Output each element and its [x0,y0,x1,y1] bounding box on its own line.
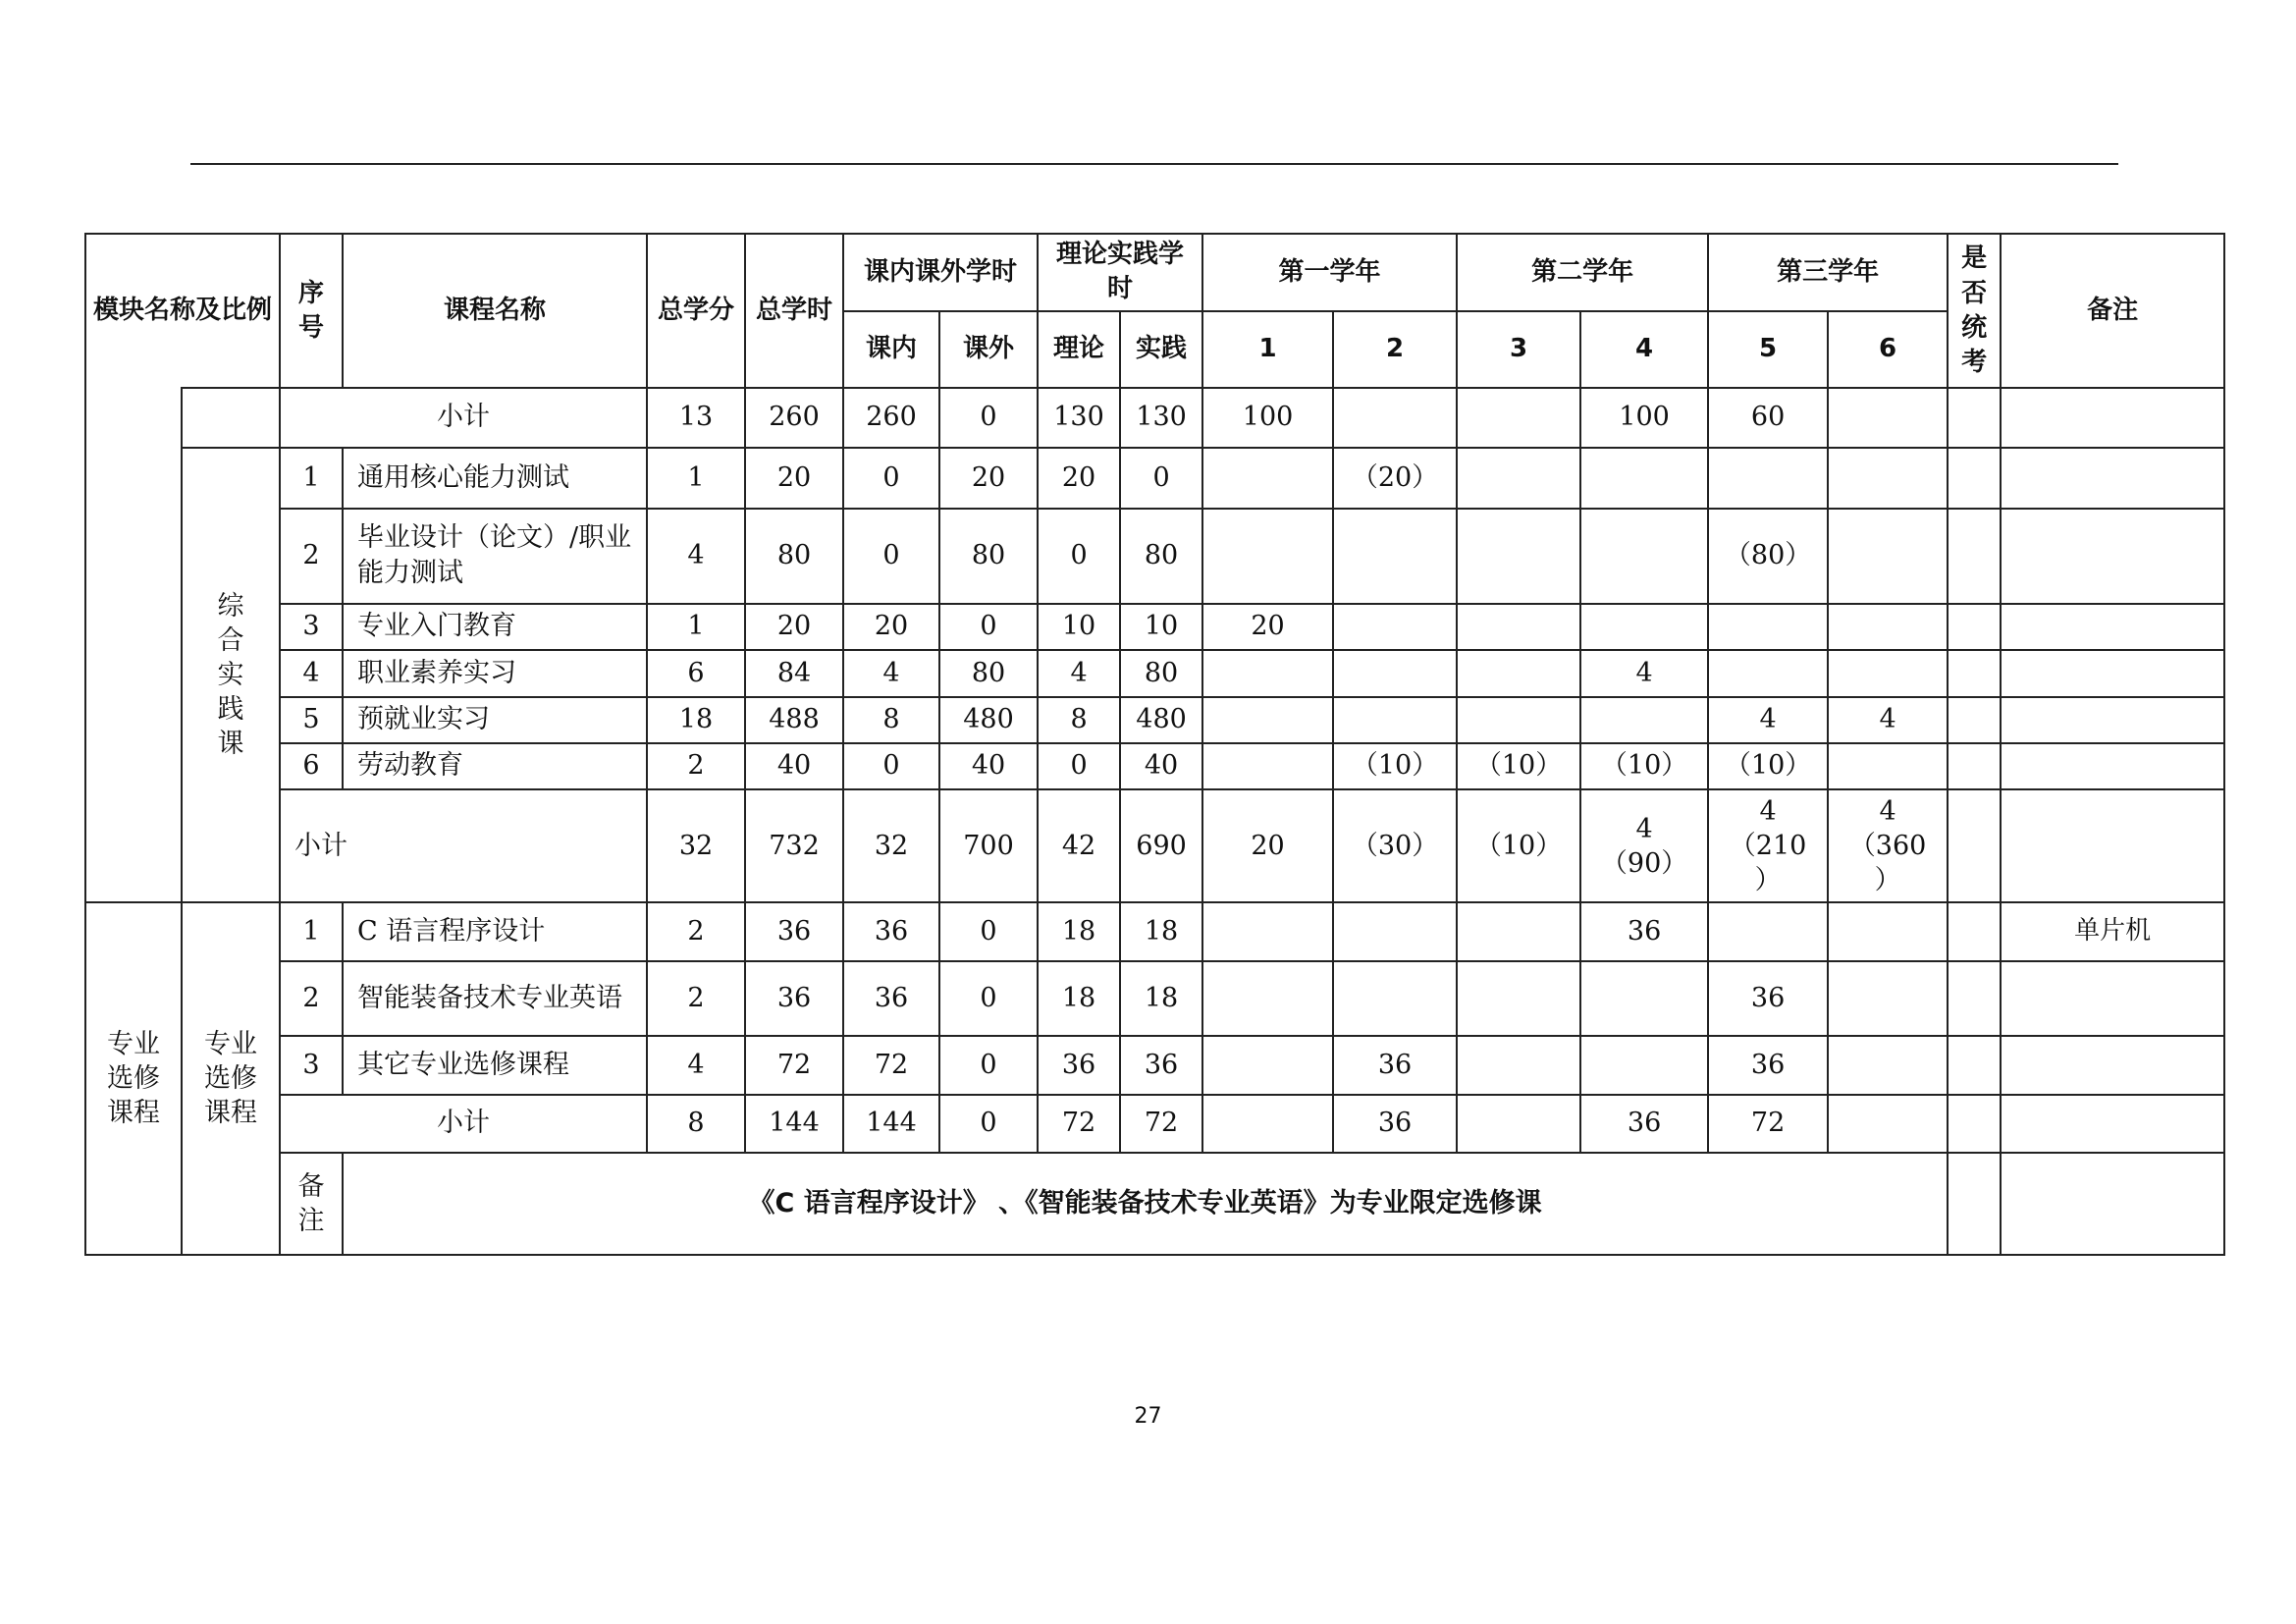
cell-course-name: 劳动教育 [343,743,647,789]
cell-out: 700 [939,789,1038,902]
cell-sem2 [1333,697,1457,743]
cell-sem6 [1828,902,1948,960]
header-year1: 第一学年 [1202,234,1457,311]
cell-credits: 2 [647,902,745,960]
submodule-elective: 专业选修课程 [182,902,280,1255]
cell-sem6 [1828,1036,1948,1094]
cell-in: 36 [843,961,939,1037]
cell-exam [1948,961,2001,1037]
cell-credits: 1 [647,448,745,509]
cell-remark [2001,961,2224,1037]
cell-sem6 [1828,1095,1948,1153]
cell-seq: 1 [280,902,343,960]
header-sem6: 6 [1828,311,1948,389]
cell-exam [1948,1095,2001,1153]
cell-sem5: 4 [1708,697,1828,743]
cell-seq: 5 [280,697,343,743]
cell-exam [1948,604,2001,650]
cell-seq: 3 [280,1036,343,1094]
cell-sem3 [1457,1036,1580,1094]
practice-subtotal-row [85,789,2224,902]
cell-sem6: 4 [1828,697,1948,743]
cell-exam [1948,388,2001,447]
cell-sem4 [1580,604,1708,650]
cell-sem6 [1828,448,1948,509]
cell-practice: 480 [1120,697,1202,743]
cell-sem1 [1202,509,1333,604]
cell-remark [2001,650,2224,696]
cell-hours: 732 [745,789,843,902]
cell-course-name: 毕业设计（论文）/职业能力测试 [343,509,647,604]
cell-sem3 [1457,961,1580,1037]
cell-sem6 [1828,961,1948,1037]
cell-in: 0 [843,509,939,604]
cell-out: 80 [939,650,1038,696]
table-row [85,902,2224,960]
cell-in: 260 [843,388,939,447]
header-remark: 备注 [2001,234,2224,388]
cell-theory: 8 [1038,697,1120,743]
cell-remark [2001,697,2224,743]
cell-sem4: 100 [1580,388,1708,447]
cell-sem3 [1457,388,1580,447]
header-seq: 序号 [280,234,343,388]
header-course: 课程名称 [343,234,647,388]
cell-hours: 260 [745,388,843,447]
prev-subtotal-row [85,388,2224,447]
cell-credits: 2 [647,743,745,789]
cell-out: 20 [939,448,1038,509]
cell-sem2 [1333,509,1457,604]
cell-course-name: 通用核心能力测试 [343,448,647,509]
cell-sem2: （30） [1333,789,1457,902]
cell-course-name: 职业素养实习 [343,650,647,696]
cell-sem1 [1202,697,1333,743]
module-cell-practice [85,388,182,902]
cell-sem4: 36 [1580,1095,1708,1153]
cell-sem2 [1333,388,1457,447]
cell-sem4 [1580,961,1708,1037]
header-theory: 理论 [1038,311,1120,389]
cell-hours: 488 [745,697,843,743]
cell-sem5: （80） [1708,509,1828,604]
cell-in: 144 [843,1095,939,1153]
cell-sem4: 4 [1580,650,1708,696]
cell-practice: 72 [1120,1095,1202,1153]
cell-practice: 80 [1120,650,1202,696]
cell-remark [2001,1036,2224,1094]
cell-practice: 130 [1120,388,1202,447]
cell-sem3: （10） [1457,743,1580,789]
elective-note-row [85,1153,2224,1255]
cell-seq: 2 [280,961,343,1037]
table-row [85,448,2224,509]
cell-sem2: （10） [1333,743,1457,789]
cell-seq: 2 [280,509,343,604]
cell-remark [2001,1095,2224,1153]
cell-in: 4 [843,650,939,696]
page-number: 27 [1134,1404,1162,1429]
cell-practice: 10 [1120,604,1202,650]
cell-remark [2001,1153,2224,1255]
cell-sem1 [1202,902,1333,960]
table-row [85,509,2224,604]
cell-sem2 [1333,650,1457,696]
cell-remark [2001,388,2224,447]
cell-hours: 72 [745,1036,843,1094]
cell-theory: 0 [1038,743,1120,789]
cell-hours: 80 [745,509,843,604]
cell-credits: 1 [647,604,745,650]
cell-seq: 6 [280,743,343,789]
cell-seq: 3 [280,604,343,650]
cell-theory: 4 [1038,650,1120,696]
header-out: 课外 [939,311,1038,389]
cell-sem4: 36 [1580,902,1708,960]
cell-sem2: 36 [1333,1036,1457,1094]
header-unified-exam: 是否统考 [1948,234,2001,388]
cell-course-name: 专业入门教育 [343,604,647,650]
cell-practice: 0 [1120,448,1202,509]
header-credits: 总学分 [647,234,745,388]
cell-theory: 18 [1038,902,1120,960]
cell-sem6: 4 （360 ） [1828,789,1948,902]
cell-theory: 130 [1038,388,1120,447]
header-rule [190,163,2118,165]
header-row-1 [85,234,2224,311]
cell-credits: 32 [647,789,745,902]
header-sem3: 3 [1457,311,1580,389]
cell-exam [1948,697,2001,743]
cell-sem3 [1457,1095,1580,1153]
header-theory-practice: 理论实践学时 [1038,234,1202,311]
table-row [85,650,2224,696]
cell-sem5: （10） [1708,743,1828,789]
submodule-cell-prev [182,388,280,447]
cell-sem1 [1202,448,1333,509]
cell-remark [2001,743,2224,789]
cell-sem1 [1202,650,1333,696]
cell-sem5 [1708,650,1828,696]
cell-sem6 [1828,650,1948,696]
cell-remark: 单片机 [2001,902,2224,960]
cell-sem1 [1202,743,1333,789]
cell-credits: 18 [647,697,745,743]
note-text: 《C 语言程序设计》 、《智能装备技术专业英语》为专业限定选修课 [343,1153,1948,1255]
cell-out: 0 [939,604,1038,650]
cell-sem6 [1828,509,1948,604]
cell-in: 0 [843,743,939,789]
header-sem2: 2 [1333,311,1457,389]
cell-sem6 [1828,743,1948,789]
cell-practice: 80 [1120,509,1202,604]
cell-exam [1948,1036,2001,1094]
cell-hours: 40 [745,743,843,789]
cell-sem5: 72 [1708,1095,1828,1153]
cell-in: 20 [843,604,939,650]
cell-sem5: 4 （210 ） [1708,789,1828,902]
cell-sem4 [1580,509,1708,604]
header-hours: 总学时 [745,234,843,388]
header-in: 课内 [843,311,939,389]
cell-sem4: （10） [1580,743,1708,789]
cell-sem3 [1457,604,1580,650]
cell-credits: 8 [647,1095,745,1153]
cell-in: 8 [843,697,939,743]
cell-sem5: 60 [1708,388,1828,447]
practice-subtotal-label: 小计 [280,789,647,902]
cell-course-name: C 语言程序设计 [343,902,647,960]
cell-in: 72 [843,1036,939,1094]
header-sem5: 5 [1708,311,1828,389]
cell-exam [1948,509,2001,604]
cell-theory: 20 [1038,448,1120,509]
cell-in: 36 [843,902,939,960]
cell-sem1: 100 [1202,388,1333,447]
header-sem1: 1 [1202,311,1333,389]
table-row [85,1036,2224,1094]
cell-theory: 18 [1038,961,1120,1037]
cell-credits: 13 [647,388,745,447]
cell-out: 0 [939,1036,1038,1094]
cell-sem5 [1708,604,1828,650]
elective-subtotal-label: 小计 [280,1095,647,1153]
cell-sem2: （20） [1333,448,1457,509]
cell-sem1: 20 [1202,604,1333,650]
cell-out: 0 [939,902,1038,960]
cell-sem5 [1708,448,1828,509]
cell-practice: 36 [1120,1036,1202,1094]
cell-sem6 [1828,604,1948,650]
cell-out: 80 [939,509,1038,604]
cell-exam [1948,448,2001,509]
cell-seq: 1 [280,448,343,509]
cell-seq: 4 [280,650,343,696]
cell-hours: 84 [745,650,843,696]
elective-subtotal-row [85,1095,2224,1153]
cell-course-name: 其它专业选修课程 [343,1036,647,1094]
cell-practice: 18 [1120,902,1202,960]
header-year3: 第三学年 [1708,234,1948,311]
curriculum-table [84,233,2225,1256]
cell-sem4 [1580,448,1708,509]
cell-in: 0 [843,448,939,509]
header-practice: 实践 [1120,311,1202,389]
prev-subtotal-label: 小计 [280,388,647,447]
cell-sem3 [1457,697,1580,743]
cell-sem1 [1202,1095,1333,1153]
cell-sem3: （10） [1457,789,1580,902]
cell-exam [1948,902,2001,960]
table-row [85,697,2224,743]
cell-sem3 [1457,509,1580,604]
submodule-practice: 综合实践课 [182,448,280,903]
cell-hours: 144 [745,1095,843,1153]
cell-sem3 [1457,650,1580,696]
table-row [85,743,2224,789]
cell-sem1 [1202,961,1333,1037]
cell-sem6 [1828,388,1948,447]
cell-theory: 10 [1038,604,1120,650]
cell-in: 32 [843,789,939,902]
cell-credits: 4 [647,509,745,604]
header-module: 模块名称及比例 [85,234,280,388]
cell-theory: 36 [1038,1036,1120,1094]
cell-credits: 6 [647,650,745,696]
cell-sem1: 20 [1202,789,1333,902]
cell-out: 480 [939,697,1038,743]
cell-out: 0 [939,1095,1038,1153]
cell-sem4 [1580,1036,1708,1094]
cell-course-name: 预就业实习 [343,697,647,743]
note-label: 备注 [280,1153,343,1255]
cell-practice: 40 [1120,743,1202,789]
cell-remark [2001,448,2224,509]
cell-sem5: 36 [1708,961,1828,1037]
cell-practice: 690 [1120,789,1202,902]
cell-sem2 [1333,604,1457,650]
cell-theory: 72 [1038,1095,1120,1153]
cell-exam [1948,650,2001,696]
cell-exam [1948,1153,2001,1255]
cell-exam [1948,743,2001,789]
cell-practice: 18 [1120,961,1202,1037]
cell-sem5 [1708,902,1828,960]
cell-sem2 [1333,902,1457,960]
table-row [85,604,2224,650]
cell-out: 0 [939,961,1038,1037]
header-in-out: 课内课外学时 [843,234,1038,311]
cell-hours: 36 [745,961,843,1037]
cell-theory: 42 [1038,789,1120,902]
cell-remark [2001,604,2224,650]
cell-hours: 20 [745,604,843,650]
cell-credits: 4 [647,1036,745,1094]
cell-sem5: 36 [1708,1036,1828,1094]
cell-out: 0 [939,388,1038,447]
cell-remark [2001,789,2224,902]
cell-course-name: 智能装备技术专业英语 [343,961,647,1037]
cell-hours: 36 [745,902,843,960]
cell-remark [2001,509,2224,604]
cell-out: 40 [939,743,1038,789]
cell-sem2 [1333,961,1457,1037]
cell-sem4: 4 （90） [1580,789,1708,902]
cell-sem4 [1580,697,1708,743]
cell-theory: 0 [1038,509,1120,604]
cell-exam [1948,789,2001,902]
table-row [85,961,2224,1037]
cell-credits: 2 [647,961,745,1037]
cell-sem2: 36 [1333,1095,1457,1153]
cell-sem1 [1202,1036,1333,1094]
cell-sem3 [1457,902,1580,960]
header-year2: 第二学年 [1457,234,1708,311]
module-elective: 专业选修课程 [85,902,182,1255]
cell-hours: 20 [745,448,843,509]
header-sem4: 4 [1580,311,1708,389]
cell-sem3 [1457,448,1580,509]
